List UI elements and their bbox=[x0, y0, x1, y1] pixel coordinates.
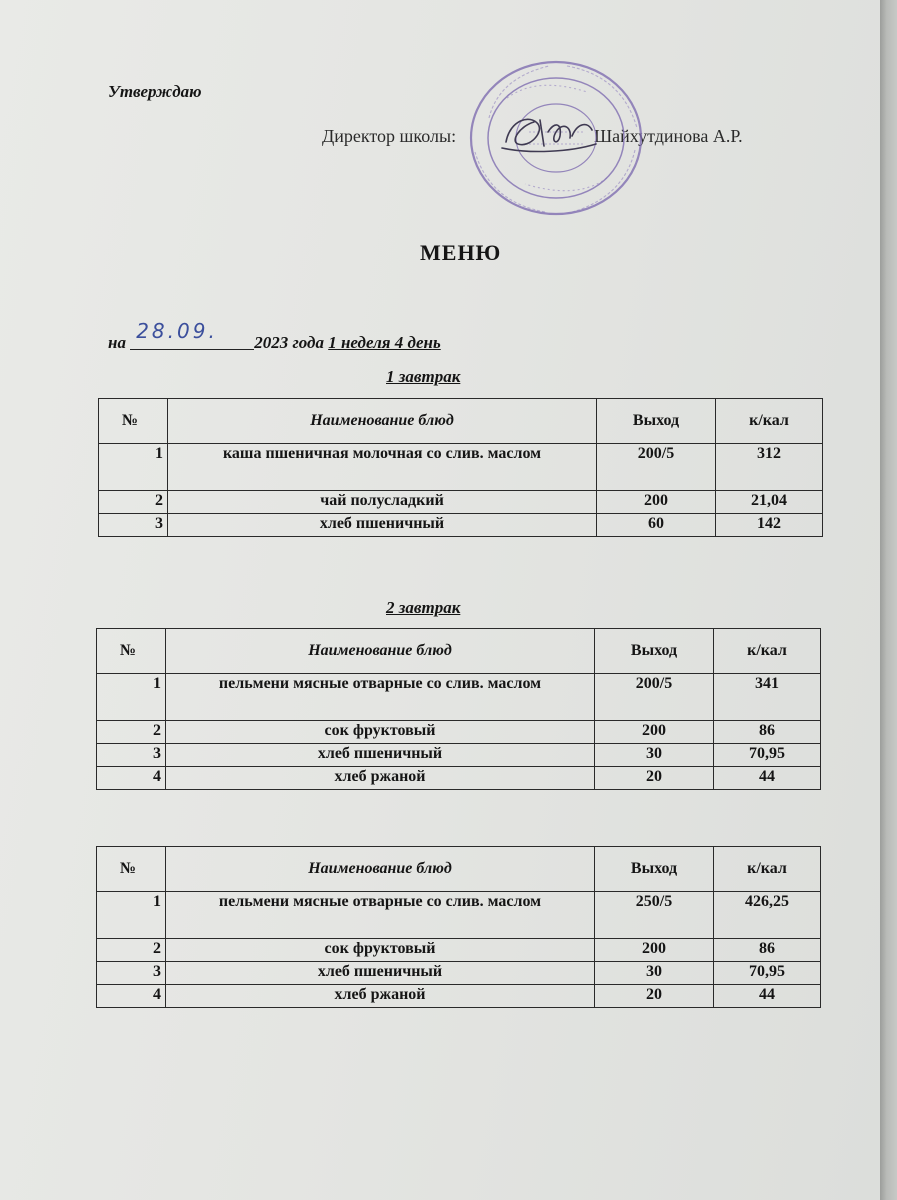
cell-yield: 200/5 bbox=[597, 444, 716, 491]
cell-number: 3 bbox=[97, 962, 166, 985]
cell-kcal: 86 bbox=[714, 721, 821, 744]
table-row bbox=[97, 744, 821, 767]
col-kcal: к/кал bbox=[714, 629, 821, 674]
date-prefix: на bbox=[108, 333, 126, 352]
cell-number: 1 bbox=[97, 674, 166, 721]
page-title: МЕНЮ bbox=[420, 240, 502, 265]
table-header bbox=[97, 629, 821, 674]
cell-dish-name: хлеб пшеничный bbox=[168, 514, 597, 537]
date-blank bbox=[130, 319, 254, 350]
cell-number: 3 bbox=[99, 514, 168, 537]
table-row bbox=[97, 674, 821, 721]
cell-yield: 250/5 bbox=[595, 892, 714, 939]
cell-kcal: 44 bbox=[714, 985, 821, 1008]
cell-yield: 200 bbox=[595, 939, 714, 962]
cell-kcal: 86 bbox=[714, 939, 821, 962]
date-handwritten: 28.09. bbox=[136, 319, 218, 343]
cell-kcal: 341 bbox=[714, 674, 821, 721]
cell-yield: 60 bbox=[597, 514, 716, 537]
col-number: № bbox=[97, 629, 166, 674]
date-line bbox=[108, 319, 441, 353]
table-header bbox=[99, 399, 823, 444]
cell-kcal: 70,95 bbox=[714, 962, 821, 985]
cell-yield: 30 bbox=[595, 962, 714, 985]
cell-yield: 30 bbox=[595, 744, 714, 767]
cell-dish-name: хлеб ржаной bbox=[166, 767, 595, 790]
meal-title-1: 1 завтрак bbox=[386, 367, 461, 386]
col-yield: Выход bbox=[597, 399, 716, 444]
table-row bbox=[97, 985, 821, 1008]
approve-label: Утверждаю bbox=[108, 82, 202, 101]
director-signature bbox=[500, 108, 600, 158]
col-number: № bbox=[97, 847, 166, 892]
date-year: 2023 года bbox=[254, 333, 324, 352]
table-row bbox=[97, 939, 821, 962]
cell-yield: 200 bbox=[595, 721, 714, 744]
cell-dish-name: каша пшеничная молочная со слив. маслом bbox=[168, 444, 597, 491]
table-row bbox=[97, 962, 821, 985]
cell-number: 4 bbox=[97, 767, 166, 790]
cell-yield: 20 bbox=[595, 985, 714, 1008]
cell-kcal: 426,25 bbox=[714, 892, 821, 939]
cell-dish-name: хлеб ржаной bbox=[166, 985, 595, 1008]
cell-number: 3 bbox=[97, 744, 166, 767]
cell-yield: 200/5 bbox=[595, 674, 714, 721]
cell-number: 1 bbox=[97, 892, 166, 939]
table-row bbox=[99, 514, 823, 537]
cell-dish-name: пельмени мясные отварные со слив. маслом bbox=[166, 892, 595, 939]
col-dish-name: Наименование блюд bbox=[168, 399, 597, 444]
col-number: № bbox=[99, 399, 168, 444]
col-yield: Выход bbox=[595, 847, 714, 892]
table-row bbox=[97, 892, 821, 939]
col-kcal: к/кал bbox=[714, 847, 821, 892]
director-label: Директор школы: bbox=[322, 126, 457, 146]
page-edge-shadow bbox=[880, 0, 897, 1200]
cell-kcal: 142 bbox=[716, 514, 823, 537]
cell-kcal: 21,04 bbox=[716, 491, 823, 514]
cell-dish-name: хлеб пшеничный bbox=[166, 962, 595, 985]
cell-dish-name: сок фруктовый bbox=[166, 939, 595, 962]
menu-table-3 bbox=[96, 846, 821, 1008]
cell-dish-name: хлеб пшеничный bbox=[166, 744, 595, 767]
menu-table-2 bbox=[96, 628, 821, 790]
table-row bbox=[99, 491, 823, 514]
table-row bbox=[97, 767, 821, 790]
cell-yield: 20 bbox=[595, 767, 714, 790]
cell-kcal: 70,95 bbox=[714, 744, 821, 767]
cell-number: 4 bbox=[97, 985, 166, 1008]
meal-title-2: 2 завтрак bbox=[386, 598, 461, 617]
cell-number: 2 bbox=[99, 491, 168, 514]
col-kcal: к/кал bbox=[716, 399, 823, 444]
col-dish-name: Наименование блюд bbox=[166, 629, 595, 674]
cell-yield: 200 bbox=[597, 491, 716, 514]
cell-dish-name: пельмени мясные отварные со слив. маслом bbox=[166, 674, 595, 721]
cell-kcal: 312 bbox=[716, 444, 823, 491]
cell-number: 2 bbox=[97, 939, 166, 962]
cell-number: 1 bbox=[99, 444, 168, 491]
table-header bbox=[97, 847, 821, 892]
cell-dish-name: сок фруктовый bbox=[166, 721, 595, 744]
director-name: Шайхутдинова А.Р. bbox=[594, 126, 743, 146]
table-row bbox=[97, 721, 821, 744]
cell-number: 2 bbox=[97, 721, 166, 744]
cell-dish-name: чай полусладкий bbox=[168, 491, 597, 514]
col-yield: Выход bbox=[595, 629, 714, 674]
col-dish-name: Наименование блюд bbox=[166, 847, 595, 892]
table-row bbox=[99, 444, 823, 491]
cell-kcal: 44 bbox=[714, 767, 821, 790]
menu-table-1 bbox=[98, 398, 823, 537]
week-day: 1 неделя 4 день bbox=[328, 333, 441, 352]
